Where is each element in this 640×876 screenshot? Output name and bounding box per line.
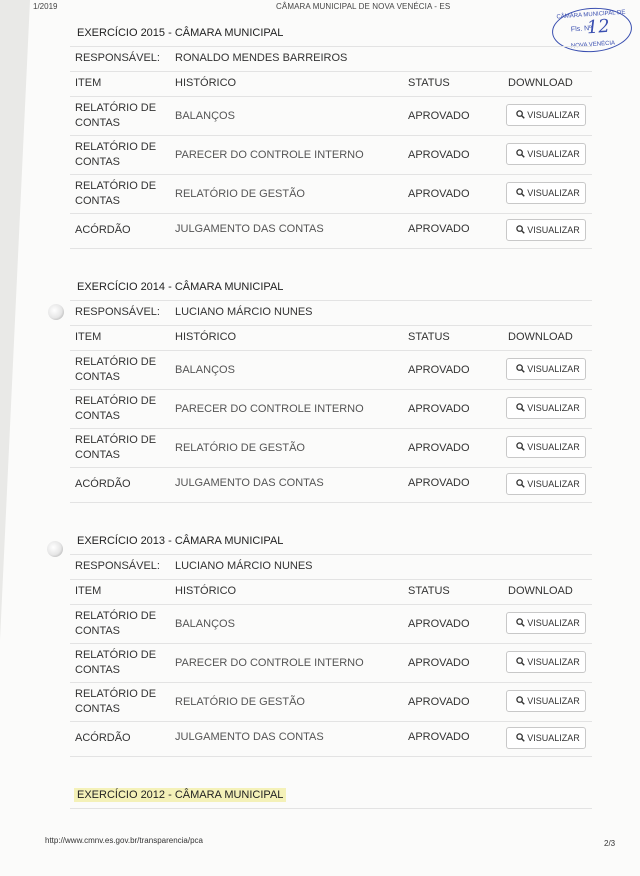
search-icon [516,110,525,119]
table-row [70,722,592,757]
historico-cell: JULGAMENTO DAS CONTAS [175,731,324,743]
visualizar-label: VISUALIZAR [527,696,580,706]
visualizar-button[interactable] [506,651,586,673]
table-row [70,644,592,683]
print-title: CÂMARA MUNICIPAL DE NOVA VENÉCIA - ES [276,2,451,11]
search-icon [516,364,525,373]
search-icon [516,403,525,412]
search-icon [516,225,525,234]
search-icon [516,442,525,451]
responsavel-name: RONALDO MENDES BARREIROS [175,52,348,64]
col-status: STATUS [408,331,450,343]
col-status: STATUS [408,585,450,597]
item-cell: RELATÓRIO DE CONTAS [75,395,157,422]
section-title: EXERCÍCIO 2015 - CÂMARA MUNICIPAL [70,20,592,47]
visualizar-label: VISUALIZAR [527,225,580,235]
item-cell: RELATÓRIO DE CONTAS [75,434,157,461]
section-2015 [70,20,592,249]
responsavel-label: RESPONSÁVEL: [75,560,160,572]
visualizar-label: VISUALIZAR [527,110,580,120]
section-2013 [70,528,592,757]
section-title [70,782,592,809]
status-cell: APROVADO [408,657,470,669]
print-footer-url: http://www.cmnv.es.gov.br/transparencia/pca [45,836,203,845]
status-cell: APROVADO [408,618,470,630]
status-cell: APROVADO [408,477,470,489]
item-cell: RELATÓRIO DE CONTAS [75,356,157,383]
visualizar-label: VISUALIZAR [527,403,580,413]
visualizar-button[interactable] [506,219,586,241]
responsavel-name: LUCIANO MÁRCIO NUNES [175,560,313,572]
visualizar-button[interactable] [506,436,586,458]
search-icon [516,733,525,742]
col-historico: HISTÓRICO [175,331,237,343]
visualizar-label: VISUALIZAR [527,479,580,489]
item-cell: ACÓRDÃO [75,732,131,744]
historico-cell: RELATÓRIO DE GESTÃO [175,696,305,708]
historico-cell: PARECER DO CONTROLE INTERNO [175,657,364,669]
responsavel-label: RESPONSÁVEL: [75,52,160,64]
print-page-number: 2/3 [604,839,616,848]
visualizar-label: VISUALIZAR [527,188,580,198]
item-cell: RELATÓRIO DE CONTAS [75,649,157,676]
section-2014 [70,274,592,503]
responsavel-row [70,301,592,326]
col-download: DOWNLOAD [508,77,573,89]
search-icon [516,618,525,627]
status-cell: APROVADO [408,442,470,454]
historico-cell: PARECER DO CONTROLE INTERNO [175,149,364,161]
item-cell: RELATÓRIO DE CONTAS [75,180,157,207]
responsavel-row [70,47,592,72]
col-status: STATUS [408,77,450,89]
status-cell: APROVADO [408,110,470,122]
visualizar-label: VISUALIZAR [527,442,580,452]
visualizar-button[interactable] [506,612,586,634]
table-row [70,429,592,468]
visualizar-label: VISUALIZAR [527,733,580,743]
historico-cell: JULGAMENTO DAS CONTAS [175,477,324,489]
col-download: DOWNLOAD [508,585,573,597]
historico-cell: JULGAMENTO DAS CONTAS [175,223,324,235]
status-cell: APROVADO [408,223,470,235]
stamp-top-text: CÂMARA MUNICIPAL DE [556,9,626,21]
punch-hole [48,304,64,320]
search-icon [516,696,525,705]
table-row [70,214,592,249]
page-shadow [0,0,30,640]
col-download: DOWNLOAD [508,331,573,343]
historico-cell: BALANÇOS [175,618,235,630]
visualizar-label: VISUALIZAR [527,657,580,667]
stamp-bottom-text: NOVA VENÉCIA [570,40,616,50]
punch-hole [47,541,63,557]
visualizar-button[interactable] [506,358,586,380]
search-icon [516,188,525,197]
historico-cell: BALANÇOS [175,110,235,122]
item-cell: ACÓRDÃO [75,224,131,236]
stamp-number: 12 [586,15,611,39]
table-row [70,683,592,722]
visualizar-button[interactable] [506,727,586,749]
table-header [70,580,592,605]
visualizar-label: VISUALIZAR [527,149,580,159]
print-header [0,2,640,16]
visualizar-label: VISUALIZAR [527,364,580,374]
status-cell: APROVADO [408,403,470,415]
print-date: 1/2019 [33,2,58,11]
item-cell: RELATÓRIO DE CONTAS [75,610,157,637]
table-row [70,175,592,214]
responsavel-label: RESPONSÁVEL: [75,306,160,318]
visualizar-button[interactable] [506,397,586,419]
item-cell: ACÓRDÃO [75,478,131,490]
visualizar-button[interactable] [506,143,586,165]
historico-cell: BALANÇOS [175,364,235,376]
search-icon [516,657,525,666]
item-cell: RELATÓRIO DE CONTAS [75,102,157,129]
responsavel-row [70,555,592,580]
visualizar-button[interactable] [506,104,586,126]
historico-cell: RELATÓRIO DE GESTÃO [175,442,305,454]
visualizar-button[interactable] [506,690,586,712]
table-header [70,72,592,97]
col-item: ITEM [75,77,102,89]
stamp-label: Fls. Nº [570,25,592,34]
item-cell: RELATÓRIO DE CONTAS [75,141,157,168]
status-cell: APROVADO [408,364,470,376]
status-cell: APROVADO [408,149,470,161]
section-title: EXERCÍCIO 2014 - CÂMARA MUNICIPAL [70,274,592,301]
visualizar-label: VISUALIZAR [527,618,580,628]
historico-cell: RELATÓRIO DE GESTÃO [175,188,305,200]
highlighted-title: EXERCÍCIO 2012 - CÂMARA MUNICIPAL [74,788,286,802]
visualizar-button[interactable] [506,182,586,204]
table-row [70,605,592,644]
historico-cell: PARECER DO CONTROLE INTERNO [175,403,364,415]
table-row [70,351,592,390]
search-icon [516,479,525,488]
status-cell: APROVADO [408,696,470,708]
status-cell: APROVADO [408,731,470,743]
col-historico: HISTÓRICO [175,585,237,597]
status-cell: APROVADO [408,188,470,200]
item-cell: RELATÓRIO DE CONTAS [75,688,157,715]
search-icon [516,149,525,158]
section-2012 [70,782,592,809]
visualizar-button[interactable] [506,473,586,495]
col-historico: HISTÓRICO [175,77,237,89]
section-title: EXERCÍCIO 2013 - CÂMARA MUNICIPAL [70,528,592,555]
table-row [70,390,592,429]
table-row [70,136,592,175]
table-header [70,326,592,351]
table-row [70,97,592,136]
responsavel-name: LUCIANO MÁRCIO NUNES [175,306,313,318]
col-item: ITEM [75,331,102,343]
col-item: ITEM [75,585,102,597]
table-row [70,468,592,503]
